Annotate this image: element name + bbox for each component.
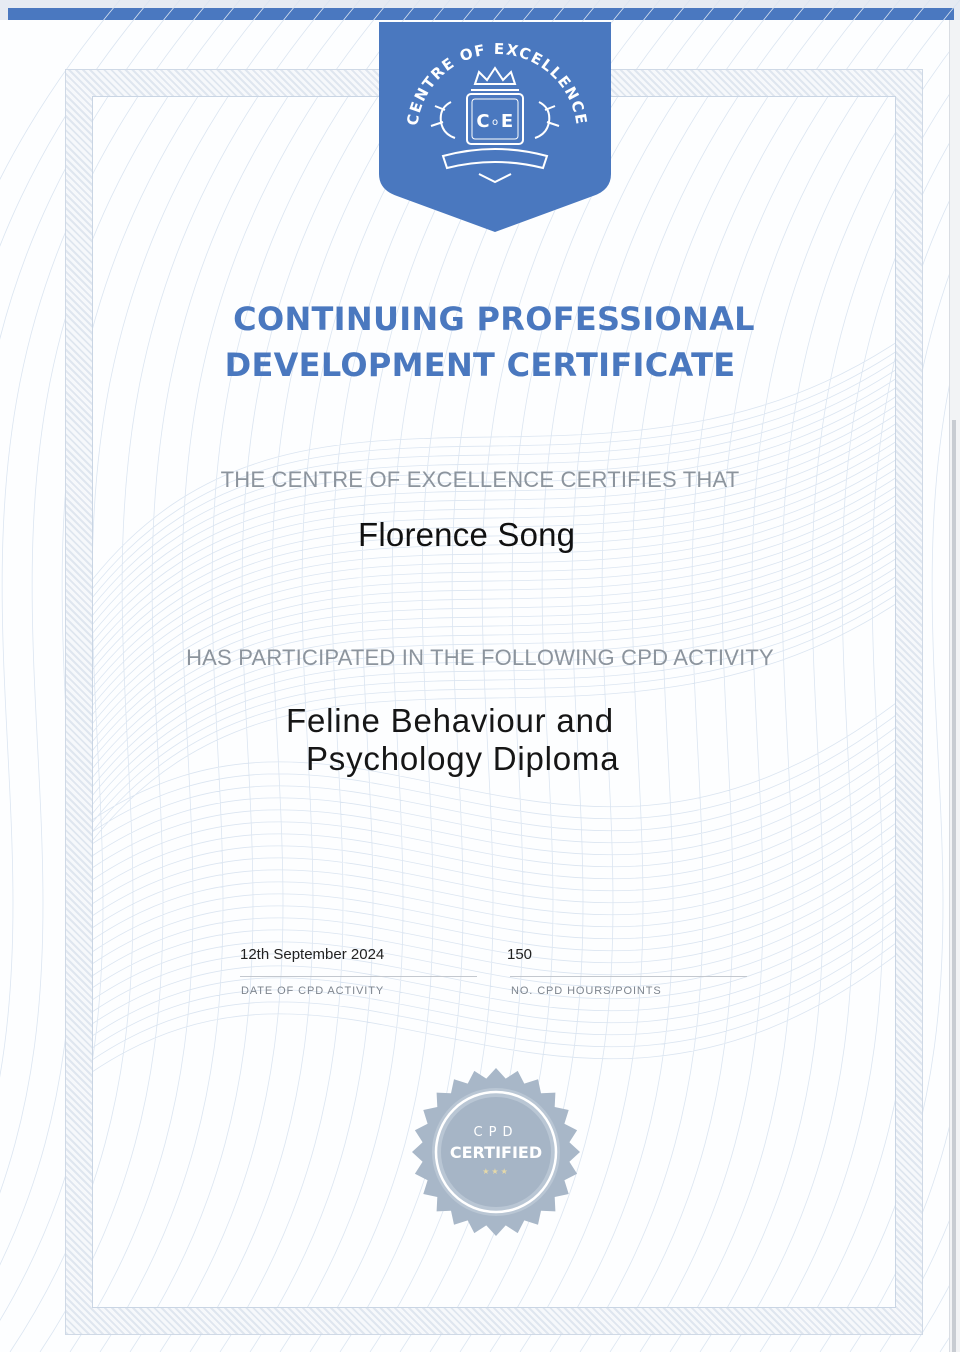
cpd-date-label: DATE OF CPD ACTIVITY <box>241 985 385 997</box>
crest-arc-text: CENTRE OF EXCELLENCE <box>403 39 591 127</box>
certificate-title-line-1: CONTINUING PROFESSIONAL <box>233 300 755 338</box>
seal-certified-text: CERTIFIED <box>449 1143 543 1162</box>
cpd-hours-label: NO. CPD HOURS/POINTS <box>511 985 662 997</box>
cpd-date-rule <box>240 976 477 977</box>
certifies-statement: THE CENTRE OF EXCELLENCE CERTIFIES THAT <box>220 467 740 492</box>
cpd-certified-seal-icon <box>410 1066 582 1238</box>
cpd-hours-rule <box>510 976 747 977</box>
course-title-line-1: Feline Behaviour and <box>286 702 614 739</box>
cpd-hours-value: 150 <box>507 946 533 963</box>
seal-stars-icon: ★★★ <box>482 1167 510 1176</box>
crest-monogram-o: o <box>491 117 499 128</box>
certificate-title-line-2: DEVELOPMENT CERTIFICATE <box>224 346 736 384</box>
seal-cpd-text: CPD <box>473 1125 519 1140</box>
recipient-name: Florence Song <box>358 516 576 553</box>
participation-statement: HAS PARTICIPATED IN THE FOLLOWING CPD ACTIVITY <box>186 645 774 670</box>
crest-monogram-e: E <box>500 111 514 132</box>
course-title-line-2: Psychology Diploma <box>306 740 620 777</box>
page-edge-shadow <box>949 20 960 1352</box>
crest-monogram-c: C <box>476 111 490 132</box>
centre-of-excellence-crest <box>379 22 611 232</box>
cpd-date-value: 12th September 2024 <box>240 946 385 963</box>
